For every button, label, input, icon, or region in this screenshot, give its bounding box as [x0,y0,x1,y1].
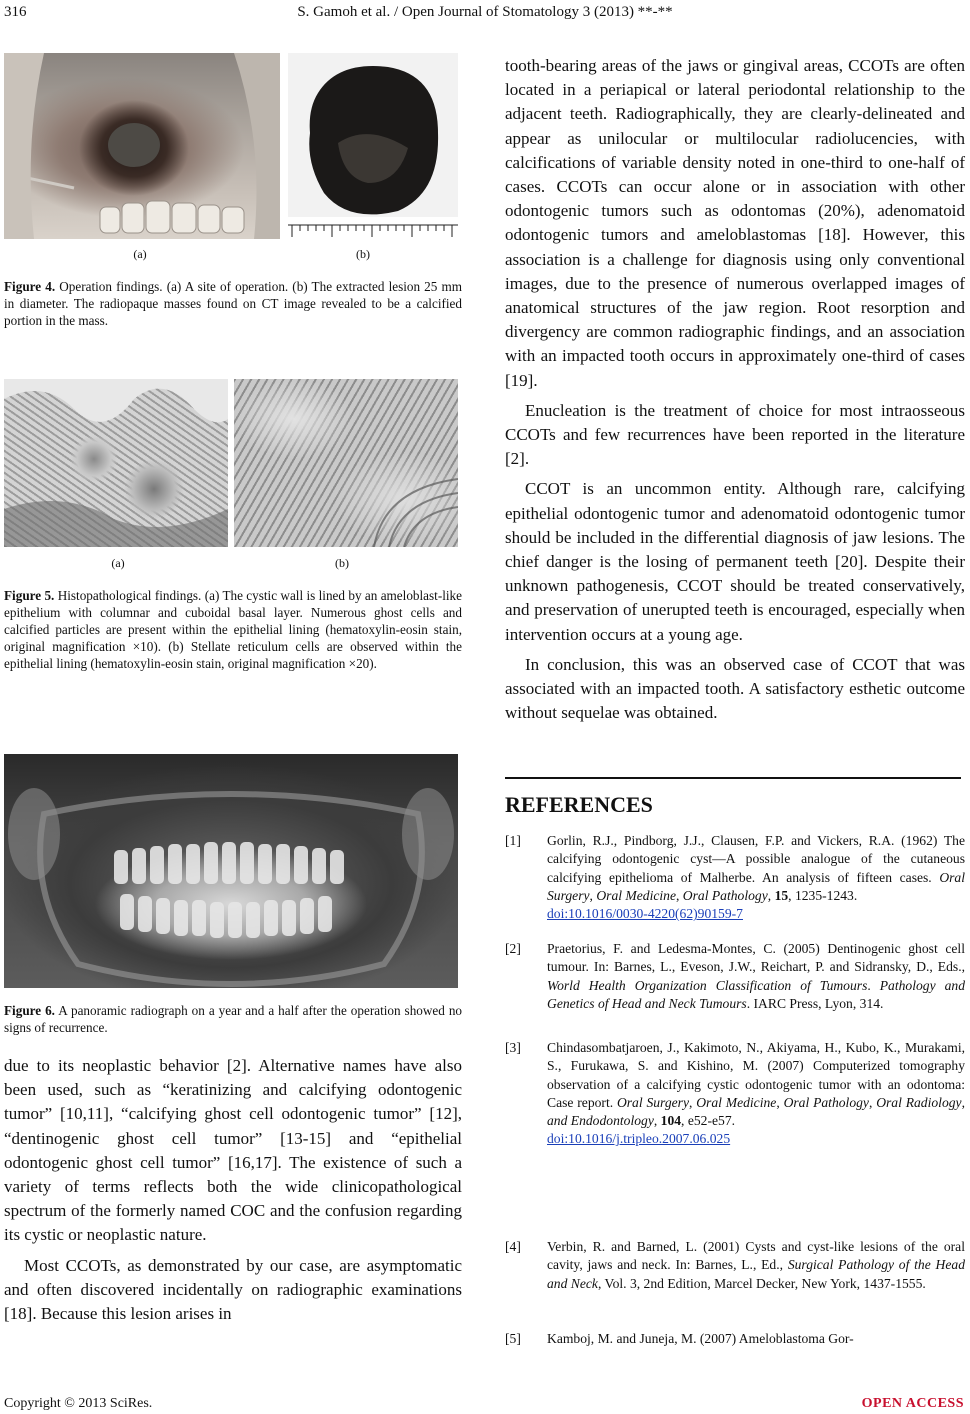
reference-3-doi-link[interactable]: doi:10.1016/j.tripleo.2007.06.025 [547,1131,731,1147]
figure-4-caption [4,278,462,329]
figure-6-caption [4,1002,462,1036]
reference-1-number: [1] [505,833,521,848]
reference-3-journal: Oral Surgery [616,1094,689,1110]
left-paragraph-2: Most CCOTs, as demonstrated by our case, are asymptomatic and often discovered incidentally on radiographic examinations [18]. Because this lesion arises in [4,1255,462,1324]
reference-1-volume: 15 [774,887,789,903]
running-title: S. Gamoh et al. / Open Journal of Stomatology 3 (2013) **-** [297,4,673,20]
reference-1-sep: , [676,887,683,903]
figure-4b-lesion-photo [288,53,458,239]
reference-2-book: World Health Organization Classification of Tumours [547,977,868,993]
references-heading: REFERENCES [505,792,653,817]
reference-1-doi-link[interactable]: doi:10.1016/0030-4220(62)90159-7 [547,906,743,922]
reference-1-pages: , 1235-1243. [788,887,858,903]
figure-4b-label: (b) [356,247,370,261]
reference-3-sep: , [689,1094,697,1110]
right-paragraph-2: Enucleation is the treatment of choice for most intraosseous CCOTs and few recurrences have been reported in the literature [2]. [505,400,965,469]
reference-4-book: Surgical Pathology of the Head and Neck [547,1257,965,1291]
figure-5b-histology-image [234,379,458,547]
reference-3-journal: Oral Radiology [876,1094,962,1110]
reference-5-number: [5] [505,1331,521,1346]
reference-3-journal: and Endodontology [547,1113,654,1129]
left-paragraph-1: due to its neoplastic behavior [2]. Alternative names have also been used, such as “keratinizing and calcifying odontogenic tumor” [10,11], “calcifying ghost cell odontogenic tumor” [12], “dentinogenic ghost cell tumor” [13-15] and “epithelial odontogenic ghost cell tumor” [16,17]. The existence of such a variety of terms reflects both the wide clinicopathological spectrum of the formerly named COC and the confusion regarding its cystic or neoplastic nature. [4,1056,462,1245]
reference-5 [505,1330,965,1348]
right-paragraph-4: In conclusion, this was an observed case of CCOT that was associated with an impacted tooth. A satisfactory esthetic outcome without sequelae was obtained. [505,654,965,723]
footer-copyright: Copyright © 2013 SciRes. [4,1396,153,1411]
figure-6-caption-lead: Figure 6. [4,1003,55,1018]
reference-3-number: [3] [505,1040,521,1055]
reference-2 [505,940,965,1013]
figure-4-caption-text: Operation findings. (a) A site of operation. (b) The extracted lesion 25 mm in diameter. The radiopaque masses found on CT image revealed to be a calcified portion in the mass. [4,279,462,328]
figure-5a-label: (a) [111,556,125,570]
figure-6-caption-text: A panoramic radiograph on a year and a half after the operation showed no signs of recurrence. [4,1003,463,1035]
reference-3-journal: Oral Medicine [696,1094,777,1110]
reference-4-text: Verbin, R. and Barned, L. (2001) Cysts and cyst-like lesions of the oral cavity, jaws and neck. In: Barnes, L., Ed., [547,1239,965,1273]
reference-3-journal: Oral Pathology [783,1094,869,1110]
left-body-text [4,1054,462,1326]
reference-1-sep: , [589,887,597,903]
reference-2-publisher: . IARC Press, Lyon, 314. [746,995,884,1011]
reference-1-journal: Oral Pathology [682,887,768,903]
reference-3-pages: , e52-e57. [681,1113,736,1129]
figure-5-caption-text: Histopathological findings. (a) The cystic wall is lined by an ameloblast-like epithelium with columnar and cuboidal basal layer. Numerous ghost cells and calcified particles are present within the epithelial lining (hematoxylin-eosin stain, original magnification ×10). (b) Stellate reticulum cells are observed within the epithelial lining (hematoxylin-eosin stain, original magnification ×20). [4,588,462,671]
reference-3-sep: , [653,1113,661,1129]
reference-3-sep: , [961,1094,965,1110]
reference-1 [505,832,965,923]
reference-1-sep: , [767,887,775,903]
reference-1-text: Gorlin, R.J., Pindborg, J.J., Clausen, F.P. and Vickers, R.A. (1962) The calcifying odontogenic cyst—A possible analogue of the cutaneous calcifying epithelioma of Malherbe. An analysis of fifteen cases. [547,833,965,885]
reference-4-number: [4] [505,1239,521,1254]
reference-3-text: Chindasombatjaroen, J., Kakimoto, N., Akiyama, H., Kubo, K., Murakami, S., Furukawa, S. and Kishino, M. (2007) Computerized tomography observation of a calcifying cystic odontogenic tumor with an odontoma: Case report. [547,1040,965,1110]
figure-5-caption [4,587,462,672]
reference-5-text: Kamboj, M. and Juneja, M. (2007) Ameloblastoma Gor- [547,1331,854,1346]
figure-4-caption-lead: Figure 4. [4,279,56,294]
page-number: 316 [4,4,27,20]
figure-5-caption-lead: Figure 5. [4,588,55,603]
right-paragraph-1: tooth-bearing areas of the jaws or gingival areas, CCOTs are often located in a periapical or lateral periodontal relationship to the adjacent teeth. Radiographically, they are clearly-delineated and appear as unilocular or multilocular radiolucencies, with calcifications of variable density noted in one-third to one-half of cases. CCOTs can occur alone or in association with other odontogenic tumors such as odontomas (20%), adenomatoid odontogenic tumors and ameloblastomas [18]. However, this association is a challenge for diagnosis using only conventional images, due to the presence of numerous overlapped images of anatomical structures of the jaw region. Root resorption and divergency are common radiographic findings, and an association with an impacted tooth occurs in approximately one-third of cases [19]. [505,56,965,390]
reference-3-sep: , [776,1094,784,1110]
figure-5b-label: (b) [335,556,349,570]
reference-2-book: Pathology and Genetics of Head and Neck Tumours [547,977,965,1011]
right-paragraph-3: CCOT is an uncommon entity. Although rare, calcifying epithelial odontogenic tumor and adenomatoid odontogenic tumor should be included in the differential diagnosis of jaw lesions. The chief danger is the losing of permanent teeth [20]. Despite their unknown pathogenesis, CCOT should be treated conservatively, and preservation of unerupted teeth is encouraged, especially when intervention occurs at a young age. [505,479,965,644]
figure-4a-operation-photo [4,53,280,239]
reference-1-journal: Oral Surgery [547,869,965,903]
references-divider [505,777,961,779]
figure-6-panoramic-radiograph [4,754,458,988]
reference-3 [505,1039,965,1149]
reference-3-sep: , [868,1094,877,1110]
reference-3-volume: 104 [660,1113,682,1129]
reference-2-number: [2] [505,941,521,956]
figure-4a-label: (a) [133,247,147,261]
footer-open-access: OPEN ACCESS [861,1396,964,1411]
figure-5a-histology-image [4,379,228,547]
reference-2-sep: . [867,977,880,993]
reference-1-journal: Oral Medicine [596,887,676,903]
reference-4 [505,1238,965,1293]
reference-2-text: Praetorius, F. and Ledesma-Montes, C. (2005) Dentinogenic ghost cell tumour. In: Barnes, L., Eveson, J.W., Reichart, P. and Sidransky, D., Eds., [547,941,965,975]
reference-4-publisher: , Vol. 3, 2nd Edition, Marcel Decker, New York, 1437-1555. [597,1275,926,1291]
right-body-text [505,54,965,725]
